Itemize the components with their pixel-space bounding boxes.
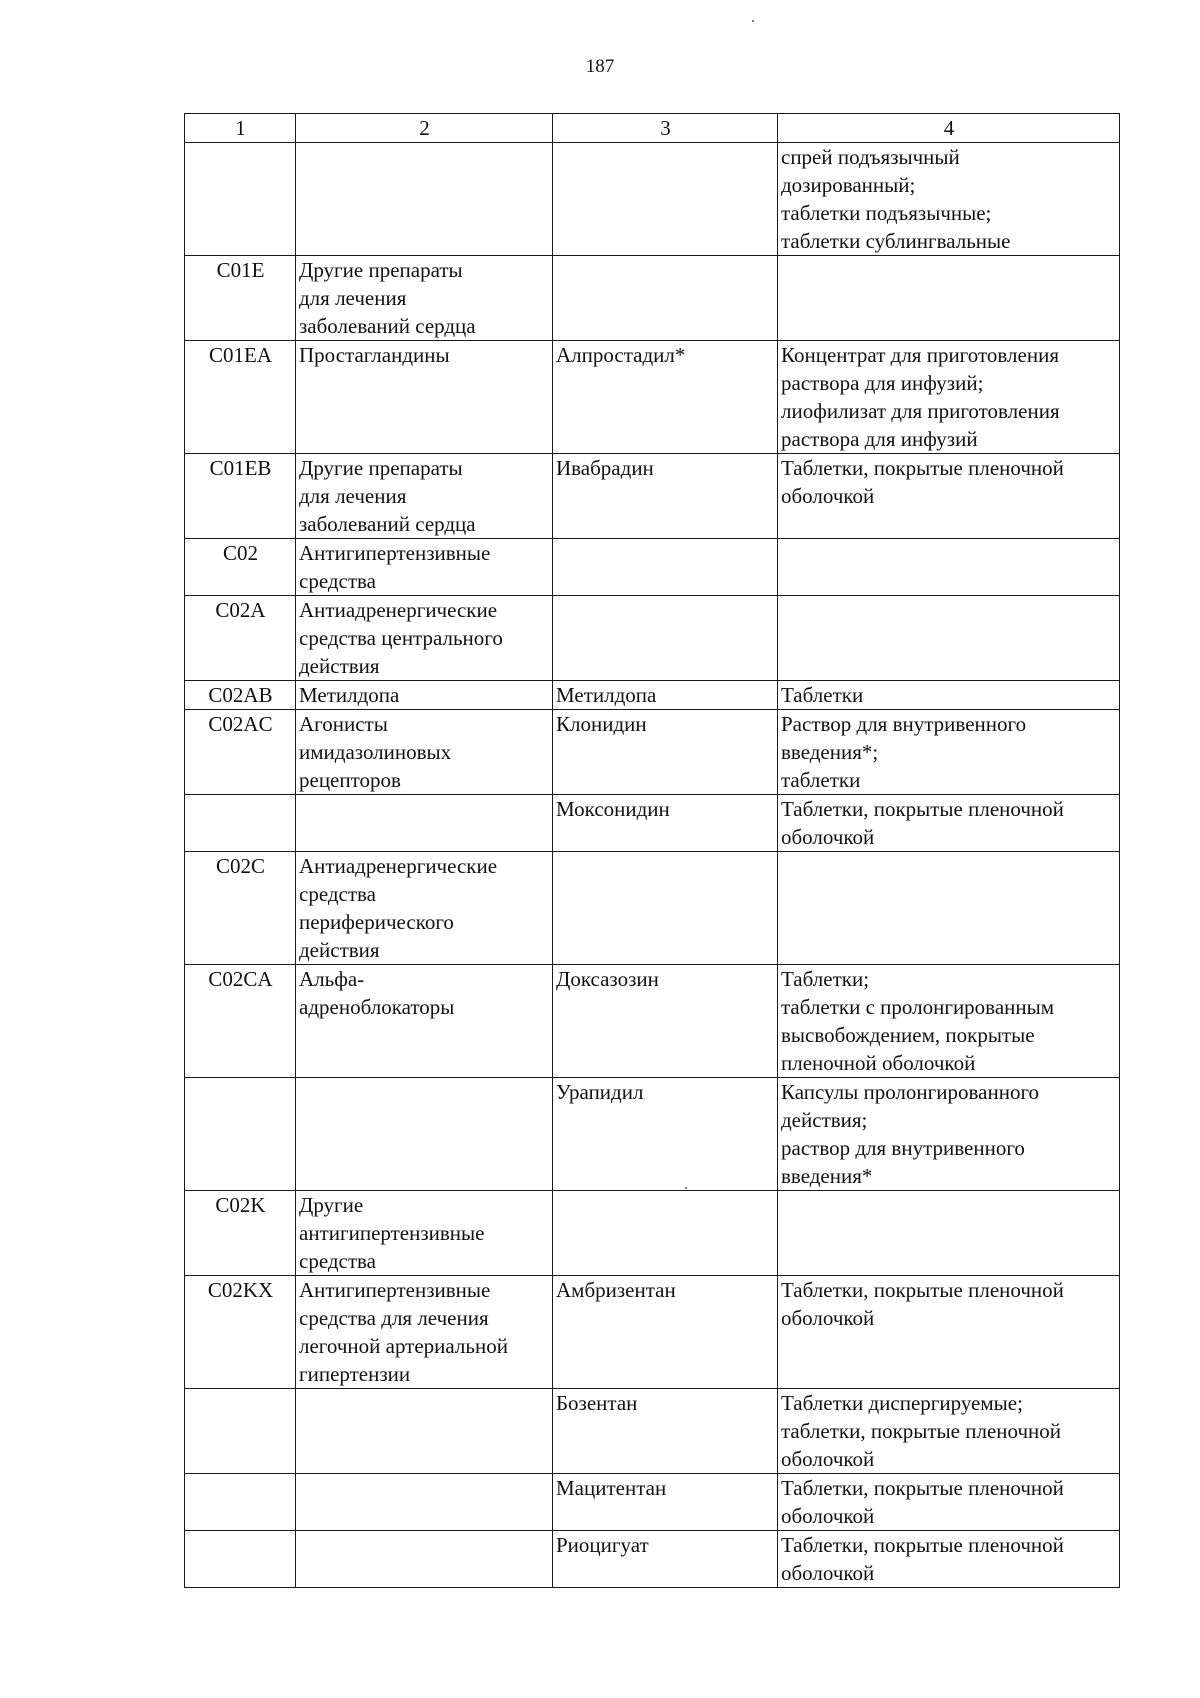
column-header: 3 <box>553 114 778 143</box>
column-header: 2 <box>296 114 553 143</box>
dosage-form-cell <box>778 596 1120 681</box>
drug-name-cell <box>553 1191 778 1276</box>
dosage-form-cell <box>778 852 1120 965</box>
group-name-cell <box>296 1474 553 1531</box>
table-row <box>185 681 1120 710</box>
dosage-form-cell: Таблетки; таблетки с пролонгированным высвобождением, покрытые пленочной оболочкой <box>778 965 1120 1078</box>
drug-name-cell <box>553 256 778 341</box>
atc-code-cell: C01EA <box>185 341 296 454</box>
table-row <box>185 341 1120 454</box>
group-name-cell: Другие препараты для лечения заболеваний сердца <box>296 256 553 341</box>
dosage-form-cell: Капсулы пролонгированного действия; раствор для внутривенного введения* <box>778 1078 1120 1191</box>
table-row <box>185 1078 1120 1191</box>
drug-name-cell: Урапидил <box>553 1078 778 1191</box>
scan-speck <box>752 20 754 22</box>
drug-name-cell: Амбризентан <box>553 1276 778 1389</box>
table-row <box>185 852 1120 965</box>
dosage-form-cell: Таблетки, покрытые пленочной оболочкой <box>778 1531 1120 1588</box>
drug-name-cell: Метилдопа <box>553 681 778 710</box>
drug-name-cell: Клонидин <box>553 710 778 795</box>
table-row <box>185 1474 1120 1531</box>
group-name-cell: Антиадренергические средства периферического действия <box>296 852 553 965</box>
page-number: 187 <box>585 56 615 77</box>
dosage-form-cell <box>778 256 1120 341</box>
table-header-row <box>185 114 1120 143</box>
dosage-form-cell <box>778 1191 1120 1276</box>
dosage-form-cell: Концентрат для приготовления раствора для инфузий; лиофилизат для приготовления раствора для инфузий <box>778 341 1120 454</box>
column-header: 4 <box>778 114 1120 143</box>
group-name-cell: Антигипертензивные средства <box>296 539 553 596</box>
atc-code-cell <box>185 795 296 852</box>
drug-name-cell: Моксонидин <box>553 795 778 852</box>
atc-code-cell <box>185 1474 296 1531</box>
table-row <box>185 1191 1120 1276</box>
atc-code-cell: C02K <box>185 1191 296 1276</box>
table-row <box>185 1531 1120 1588</box>
drug-name-cell <box>553 539 778 596</box>
dosage-form-cell: Таблетки, покрытые пленочной оболочкой <box>778 1276 1120 1389</box>
table-row <box>185 1276 1120 1389</box>
drug-name-cell <box>553 852 778 965</box>
group-name-cell: Другие антигипертензивные средства <box>296 1191 553 1276</box>
dosage-form-cell: Таблетки <box>778 681 1120 710</box>
group-name-cell: Альфа- адреноблокаторы <box>296 965 553 1078</box>
group-name-cell: Метилдопа <box>296 681 553 710</box>
drug-name-cell: Риоцигуат <box>553 1531 778 1588</box>
atc-code-cell: C02AC <box>185 710 296 795</box>
scan-speck <box>685 1187 687 1189</box>
atc-code-cell: C02A <box>185 596 296 681</box>
column-header: 1 <box>185 114 296 143</box>
group-name-cell: Простагландины <box>296 341 553 454</box>
table-row <box>185 256 1120 341</box>
table-row <box>185 710 1120 795</box>
group-name-cell: Другие препараты для лечения заболеваний сердца <box>296 454 553 539</box>
drug-name-cell <box>553 596 778 681</box>
group-name-cell <box>296 1078 553 1191</box>
dosage-form-cell: Раствор для внутривенного введения*; таблетки <box>778 710 1120 795</box>
table-row <box>185 965 1120 1078</box>
dosage-form-cell: Таблетки, покрытые пленочной оболочкой <box>778 1474 1120 1531</box>
group-name-cell <box>296 143 553 256</box>
table-row <box>185 143 1120 256</box>
atc-code-cell <box>185 1389 296 1474</box>
atc-code-cell <box>185 1531 296 1588</box>
table-row <box>185 539 1120 596</box>
table-row <box>185 795 1120 852</box>
dosage-form-cell: Таблетки диспергируемые; таблетки, покрытые пленочной оболочкой <box>778 1389 1120 1474</box>
dosage-form-cell <box>778 539 1120 596</box>
group-name-cell: Антигипертензивные средства для лечения легочной артериальной гипертензии <box>296 1276 553 1389</box>
group-name-cell: Антиадренергические средства центрального действия <box>296 596 553 681</box>
group-name-cell <box>296 1531 553 1588</box>
atc-code-cell: C02C <box>185 852 296 965</box>
table-row <box>185 596 1120 681</box>
atc-code-cell: C02CA <box>185 965 296 1078</box>
dosage-form-cell: Таблетки, покрытые пленочной оболочкой <box>778 795 1120 852</box>
drug-name-cell: Ивабрадин <box>553 454 778 539</box>
drug-name-cell: Бозентан <box>553 1389 778 1474</box>
dosage-form-cell: спрей подъязычный дозированный; таблетки подъязычные; таблетки сублингвальные <box>778 143 1120 256</box>
atc-code-cell: C01EB <box>185 454 296 539</box>
drug-name-cell <box>553 143 778 256</box>
group-name-cell <box>296 795 553 852</box>
group-name-cell: Агонисты имидазолиновых рецепторов <box>296 710 553 795</box>
drug-name-cell: Мацитентан <box>553 1474 778 1531</box>
atc-code-cell: C02AB <box>185 681 296 710</box>
atc-code-cell: C02KX <box>185 1276 296 1389</box>
group-name-cell <box>296 1389 553 1474</box>
atc-code-cell: C01E <box>185 256 296 341</box>
table-row <box>185 1389 1120 1474</box>
atc-code-cell <box>185 143 296 256</box>
atc-code-cell <box>185 1078 296 1191</box>
drug-table <box>184 113 1120 1588</box>
drug-name-cell: Алпростадил* <box>553 341 778 454</box>
atc-code-cell: C02 <box>185 539 296 596</box>
dosage-form-cell: Таблетки, покрытые пленочной оболочкой <box>778 454 1120 539</box>
table-row <box>185 454 1120 539</box>
drug-name-cell: Доксазозин <box>553 965 778 1078</box>
